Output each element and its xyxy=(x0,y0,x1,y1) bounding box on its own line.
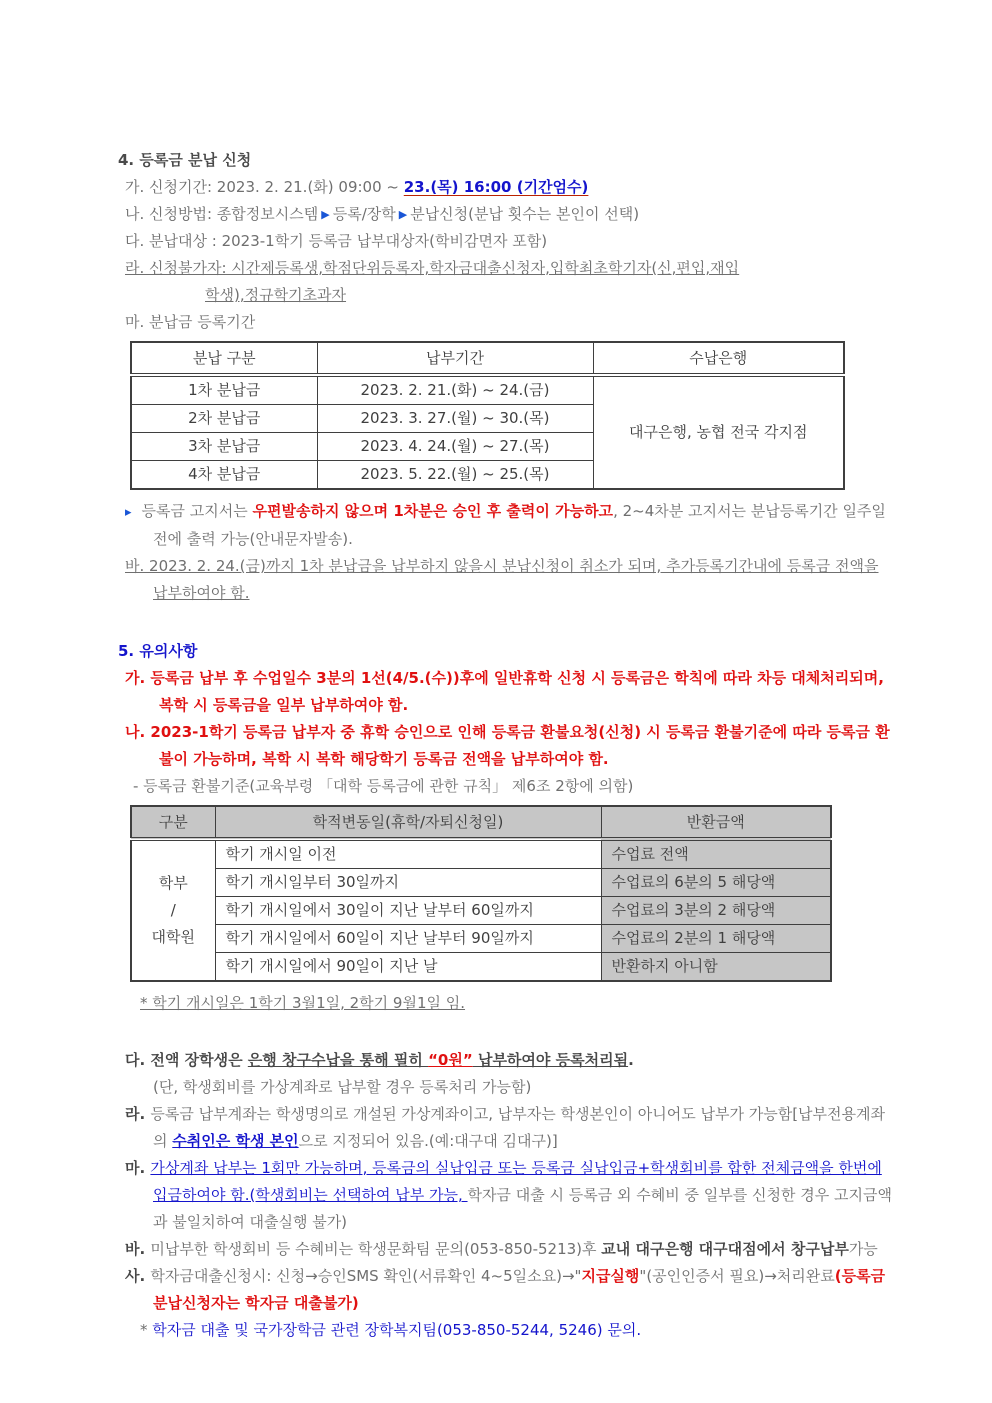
item-label: 사. xyxy=(125,1267,151,1285)
item-not-eligible xyxy=(125,255,896,309)
table-row xyxy=(131,925,831,953)
installment-period: 2023. 4. 24.(월) ~ 27.(목) xyxy=(317,433,593,461)
item-virtual-account xyxy=(125,1101,896,1155)
loan-contact-text: 학자금 대출 및 국가장학금 관련 장학복지팀(053-850-5244, 5246) 문의. xyxy=(152,1321,642,1339)
refund-amount-cell: 수업료의 6분의 5 해당액 xyxy=(601,869,831,897)
virtual-account-text: 으로 지정되어 있음.(예:대구대 김대구)] xyxy=(298,1132,558,1150)
scholarship-underline-text: 은행 창구수납을 통해 필히 xyxy=(247,1051,429,1069)
category-cell xyxy=(131,839,215,981)
item-label: 라. xyxy=(125,1105,151,1123)
change-date-cell: 학기 개시일부터 30일까지 xyxy=(215,869,601,897)
payee-text: 수취인은 학생 본인 xyxy=(172,1132,299,1150)
item-application-method xyxy=(125,201,896,228)
virtual-account-text: 등록금 납부계좌는 학생명의로 개설된 가상계좌이고, 납부자는 학생본인이 아니어도 납부가 가능함[납부전용계좌의 xyxy=(150,1105,885,1150)
col-header-category: 구분 xyxy=(131,806,215,839)
table-row xyxy=(131,953,831,982)
installment-period: 2023. 2. 21.(화) ~ 24.(금) xyxy=(317,375,593,405)
category-line: 대학원 xyxy=(151,928,195,946)
item-payment-period-label: 마. 분납금 등록기간 xyxy=(125,313,256,331)
refund-table xyxy=(130,805,832,982)
loan-execution-text: 지급실행 xyxy=(581,1267,640,1285)
not-eligible-line1: 라. 신청불가자: 시간제등록생,학점단위등록자,학자금대출신청자,입학최초학기자(신,편입,재입 xyxy=(125,259,740,277)
col-header-refund-amount: 반환금액 xyxy=(601,806,831,839)
refund-amount-cell: 수업료의 3분의 2 해당액 xyxy=(601,897,831,925)
scholarship-text: 다. 전액 장학생은 xyxy=(125,1051,248,1069)
menu-arrow-icon: ▶ xyxy=(321,208,330,221)
item-single-deposit xyxy=(125,1155,896,1236)
category-line: 학부 xyxy=(158,874,188,892)
scholarship-sub-note: (단, 학생회비를 가상계좌로 납부할 경우 등록처리 가능함) xyxy=(153,1078,532,1096)
change-date-cell: 학기 개시일 이전 xyxy=(215,839,601,869)
table-row xyxy=(131,897,831,925)
notice-text: , 2~4차분 고지서는 분납등록기간 일주일 전에 출력 가능(안내문자발송). xyxy=(153,502,886,548)
not-eligible-line2: 학생),정규학기초과자 xyxy=(205,286,347,304)
section4-heading: 4. 등록금 분납 신청 xyxy=(118,151,252,169)
installment-name: 2차 분납금 xyxy=(131,405,317,433)
bank-cell: 대구은행, 농협 전국 각지점 xyxy=(593,375,844,489)
table-row xyxy=(131,869,831,897)
change-date-cell: 학기 개시일에서 60일이 지난 날부터 90일까지 xyxy=(215,925,601,953)
bank-branch-bold-text: 교내 대구은행 대구대점에서 창구납부 xyxy=(601,1240,849,1258)
scholarship-underline-text: 납부하여야 등록처리됨 xyxy=(472,1051,629,1069)
section5-heading: 5. 유의사항 xyxy=(118,642,198,660)
semester-start-note-text: * 학기 개시일은 1학기 3월1일, 2학기 9월1일 임. xyxy=(140,994,466,1012)
item-student-loan xyxy=(125,1263,896,1317)
col-header-period: 납부기간 xyxy=(317,342,593,375)
single-deposit-text: 학자금 대출 시 등록금 외 수혜비 중 일부를 신청한 경우 고지금액과 불일치하여 대출실행 불가) xyxy=(153,1186,892,1231)
table-row xyxy=(131,375,844,405)
installment-name: 3차 분납금 xyxy=(131,433,317,461)
zero-won-text: “0원” xyxy=(428,1051,473,1069)
application-period-text: 가. 신청기간: 2023. 2. 21.(화) 09:00 ~ xyxy=(125,178,404,196)
application-deadline: 23.(목) 16:00 (기간엄수) xyxy=(403,178,589,196)
table-header-row xyxy=(131,806,831,839)
installment-period: 2023. 5. 22.(월) ~ 25.(목) xyxy=(317,461,593,490)
menu-path-segment: 분납신청(분납 횟수는 본인이 선택) xyxy=(410,205,640,223)
table-header-row xyxy=(131,342,844,375)
menu-arrow-icon: ▶ xyxy=(398,208,408,221)
unpaid-fees-text: 가능 xyxy=(848,1240,878,1258)
refund-amount-cell: 수업료의 2분의 1 해당액 xyxy=(601,925,831,953)
item-leave-rule: 가. 등록금 납부 후 수업일수 3분의 1선(4/5.(수))후에 일반휴학 신청 시 등록금은 학칙에 따라 차등 대체처리되며, 복학 시 등록금을 일부 납부하여야 함. xyxy=(125,669,884,714)
category-line: / xyxy=(170,901,176,919)
asterisk: * xyxy=(140,1321,153,1339)
triangle-bullet-icon: ▸ xyxy=(125,505,132,520)
student-loan-text: 학자금대출신청시: 신청→승인SMS 확인(서류확인 4~5일소요)→" xyxy=(150,1267,582,1285)
item-eligible: 다. 분납대상 : 2023-1학기 등록금 납부대상자(학비감면자 포함) xyxy=(125,232,548,250)
col-header-change-date: 학적변동일(휴학/자퇴신청일) xyxy=(215,806,601,839)
item-full-scholarship xyxy=(125,1047,896,1074)
semester-start-note xyxy=(140,990,896,1017)
installment-table xyxy=(130,341,845,490)
refund-amount-cell: 수업료 전액 xyxy=(601,839,831,869)
item-application-period xyxy=(125,174,896,201)
notice-red-text: 우편발송하지 않으며 1차분은 승인 후 출력이 가능하고 xyxy=(252,502,614,520)
change-date-cell: 학기 개시일에서 30일이 지난 날부터 60일까지 xyxy=(215,897,601,925)
col-header-installment: 분납 구분 xyxy=(131,342,317,375)
item-label: 마. xyxy=(125,1159,151,1177)
single-deposit-blue-text: 가상계좌 납부는 1회만 가능하며, 등록금의 실납입금 또는 등록금 실납입금+학생회비를 합한 전체금액을 한번에 입금하여야 함.(학생회비는 선택하여 납부 가능, xyxy=(150,1159,882,1204)
item-refund-rule: 나. 2023-1학기 등록금 납부자 중 휴학 승인으로 인해 등록금 환불요청(신청) 시 등록금 환불기준에 따라 등록금 환불이 가능하며, 복학 시 복학 해당학기 등록금 전액을 납부하여야 함. xyxy=(125,723,890,768)
application-method-text: 나. 신청방법: 종합정보시스템 xyxy=(125,205,319,223)
bullet-notice xyxy=(125,498,896,553)
refund-amount-cell: 반환하지 아니함 xyxy=(601,953,831,982)
refund-standard-note: - 등록금 환불기준(교육부령 「대학 등록금에 관한 규칙」 제6조 2항에 의함) xyxy=(133,777,634,795)
installment-name: 4차 분납금 xyxy=(131,461,317,490)
change-date-cell: 학기 개시일에서 90일이 지난 날 xyxy=(215,953,601,982)
menu-path-segment: 등록/장학 xyxy=(332,205,396,223)
loan-restriction-text: (등록금 분납신청자는 학자금 대출불가) xyxy=(153,1267,886,1312)
table-row xyxy=(131,839,831,869)
student-loan-text: "(공인인증서 필요)→처리완료 xyxy=(639,1267,835,1285)
installment-period: 2023. 3. 27.(월) ~ 30.(목) xyxy=(317,405,593,433)
notice-text: 등록금 고지서는 xyxy=(141,502,253,520)
unpaid-fees-text: 미납부한 학생회비 등 수혜비는 학생문화팀 문의(053-850-5213)후 xyxy=(150,1240,602,1258)
loan-contact-note xyxy=(140,1317,896,1344)
scholarship-text: . xyxy=(628,1051,634,1069)
cancellation-text: 바. 2023. 2. 24.(금)까지 1차 분납금을 납부하지 않을시 분납신청이 취소가 되며, 추가등록기간내에 등록금 전액을 납부하여야 함. xyxy=(125,557,879,602)
item-cancellation xyxy=(125,553,896,607)
item-unpaid-fees xyxy=(125,1236,896,1263)
item-label: 바. xyxy=(125,1240,151,1258)
col-header-bank: 수납은행 xyxy=(593,342,844,375)
installment-name: 1차 분납금 xyxy=(131,375,317,405)
